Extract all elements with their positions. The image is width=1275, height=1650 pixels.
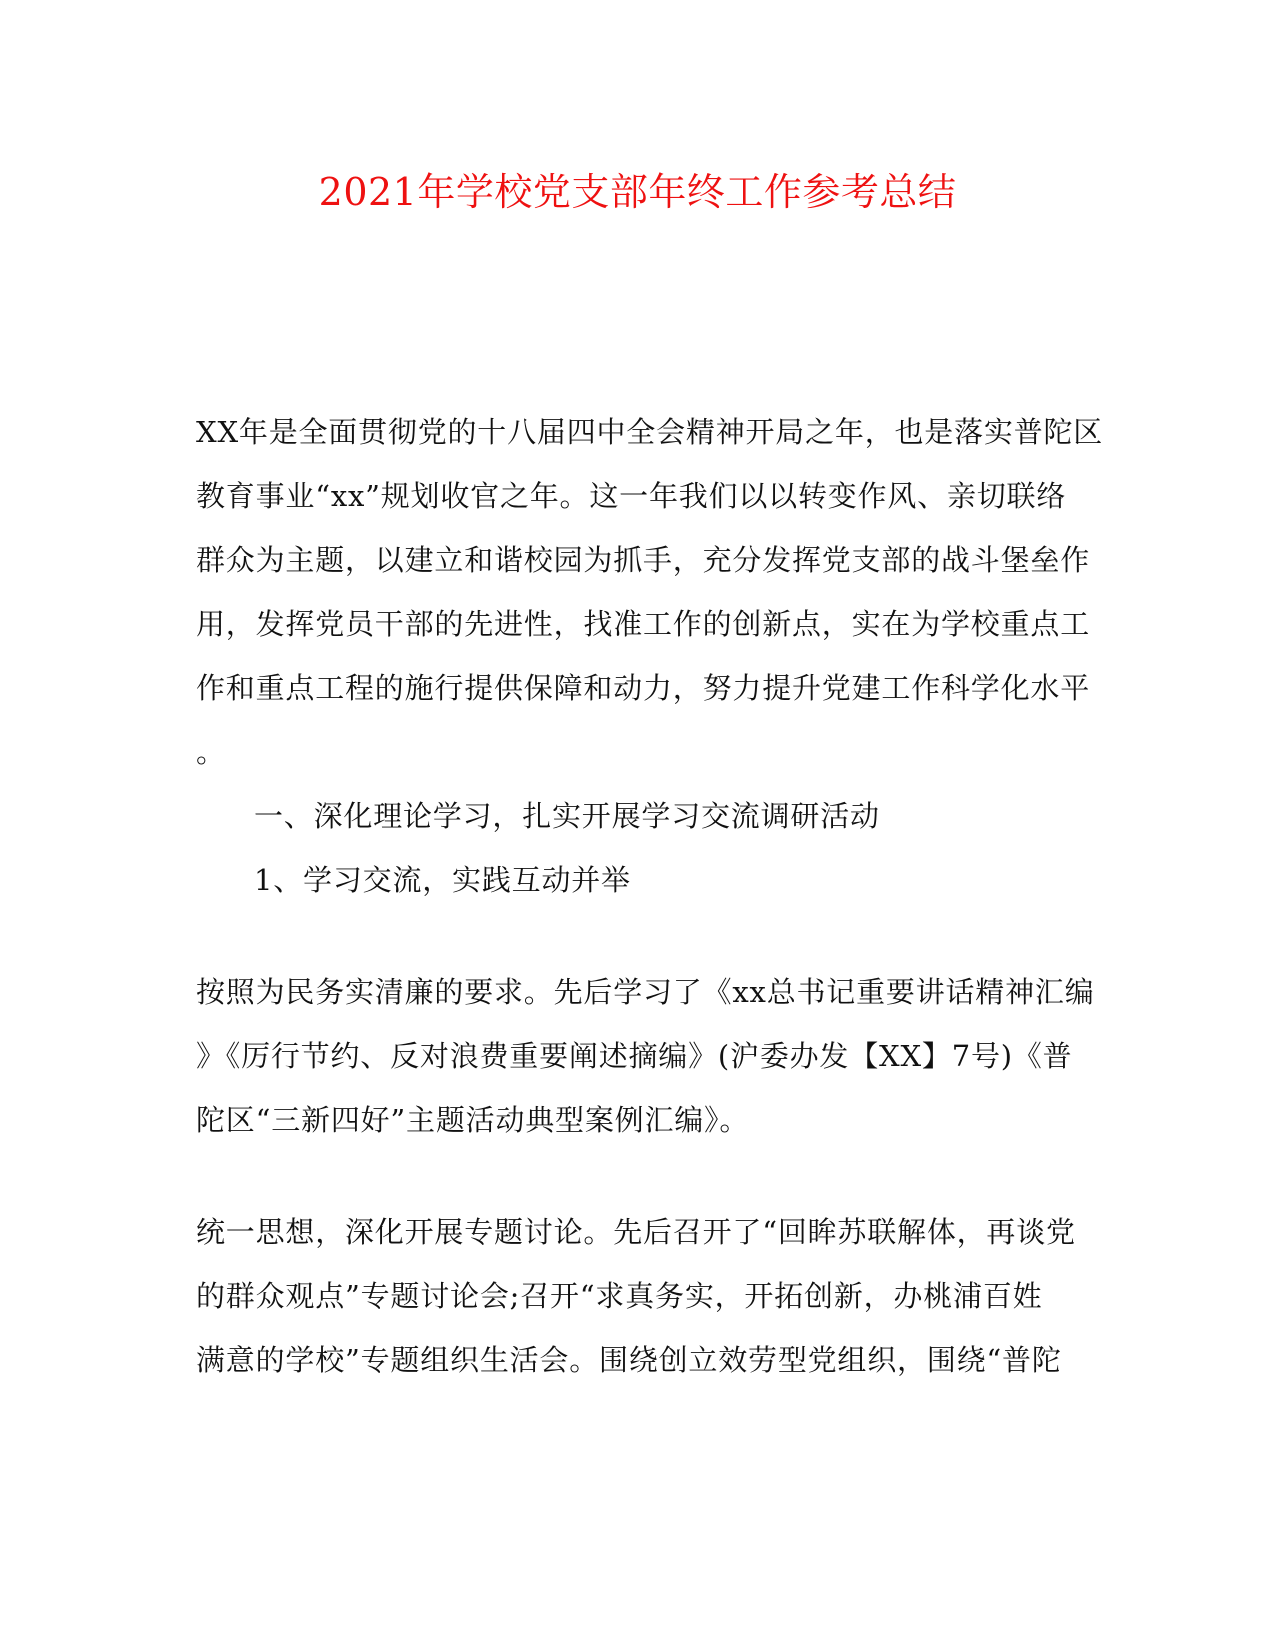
paragraph-line: 统一思想，深化开展专题讨论。先后召开了“回眸苏联解体，再谈党 [196, 1215, 1076, 1249]
paragraph-line: 按照为民务实清廉的要求。先后学习了《xx总书记重要讲话精神汇编 [196, 975, 1095, 1009]
paragraph-line: 教育事业“xx”规划收官之年。这一年我们以以转变作风、亲切联络 [196, 479, 1067, 513]
subsection-heading: 1、学习交流，实践互动并举 [254, 863, 631, 897]
paragraph-line: 》《厉行节约、反对浪费重要阐述摘编》(沪委办发【XX】7号)《普 [196, 1039, 1073, 1073]
paragraph-study [196, 960, 1095, 1152]
paragraph-intro [196, 400, 1104, 784]
paragraph-line: 。 [196, 735, 226, 769]
paragraph-discussion [196, 1200, 1076, 1392]
document-title: 2021年学校党支部年终工作参考总结 [318, 170, 957, 214]
paragraph-line: 满意的学校”专题组织生活会。围绕创立效劳型党组织，围绕“普陀 [196, 1343, 1062, 1377]
paragraph-line: 陀区“三新四好”主题活动典型案例汇编》。 [196, 1103, 750, 1137]
paragraph-line: 作和重点工程的施行提供保障和动力，努力提升党建工作科学化水平 [196, 671, 1091, 705]
paragraph-line: 用，发挥党员干部的先进性，找准工作的创新点，实在为学校重点工 [196, 607, 1091, 641]
paragraph-line: 的群众观点”专题讨论会;召开“求真务实，开拓创新，办桃浦百姓 [196, 1279, 1043, 1313]
paragraph-line: 群众为主题，以建立和谐校园为抓手，充分发挥党支部的战斗堡垒作 [196, 543, 1091, 577]
section-heading: 一、深化理论学习，扎实开展学习交流调研活动 [254, 799, 880, 833]
paragraph-line: XX年是全面贯彻党的十八届四中全会精神开局之年，也是落实普陀区 [196, 415, 1104, 449]
